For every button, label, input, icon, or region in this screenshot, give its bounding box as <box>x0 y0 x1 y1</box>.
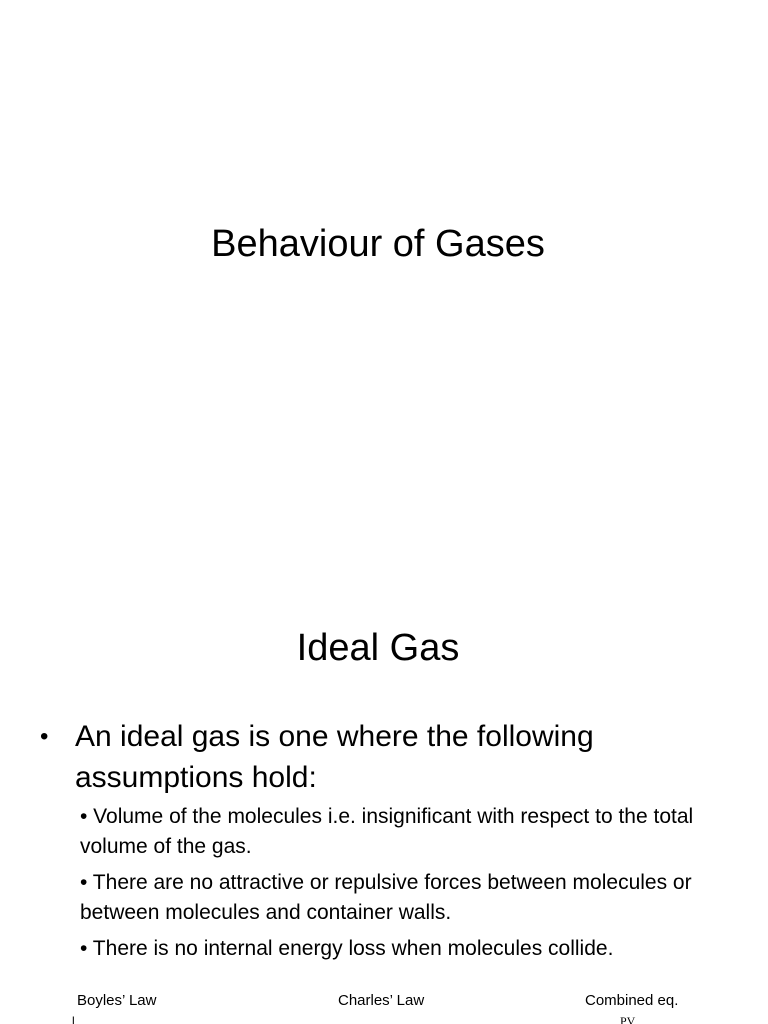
slide-title: Behaviour of Gases <box>211 223 545 265</box>
main-bullet <box>40 716 680 798</box>
boyles-law-label: Boyles’ Law <box>77 992 157 1009</box>
slide-ideal-gas <box>0 576 768 1024</box>
assumption-item: • Volume of the molecules i.e. insignificant with respect to the total volume of the gas. <box>80 805 694 858</box>
bullet-marker: • <box>40 723 49 750</box>
cutoff-formula-fragment: PV <box>620 1014 636 1024</box>
assumption-item: • There are no attractive or repulsive forces between molecules or between molecules and container walls. <box>80 871 692 924</box>
main-bullet-text: An ideal gas is one where the following assumptions hold: <box>75 720 594 794</box>
cutoff-formula-fragment: l <box>72 1014 75 1024</box>
slide-heading: Ideal Gas <box>296 627 460 669</box>
assumption-list <box>80 802 720 970</box>
gas-laws-row <box>0 988 768 1024</box>
charles-law-label: Charles’ Law <box>338 992 425 1009</box>
combined-eq-label: Combined eq. <box>585 992 679 1009</box>
assumption-item: • There is no internal energy loss when molecules collide. <box>80 937 614 960</box>
